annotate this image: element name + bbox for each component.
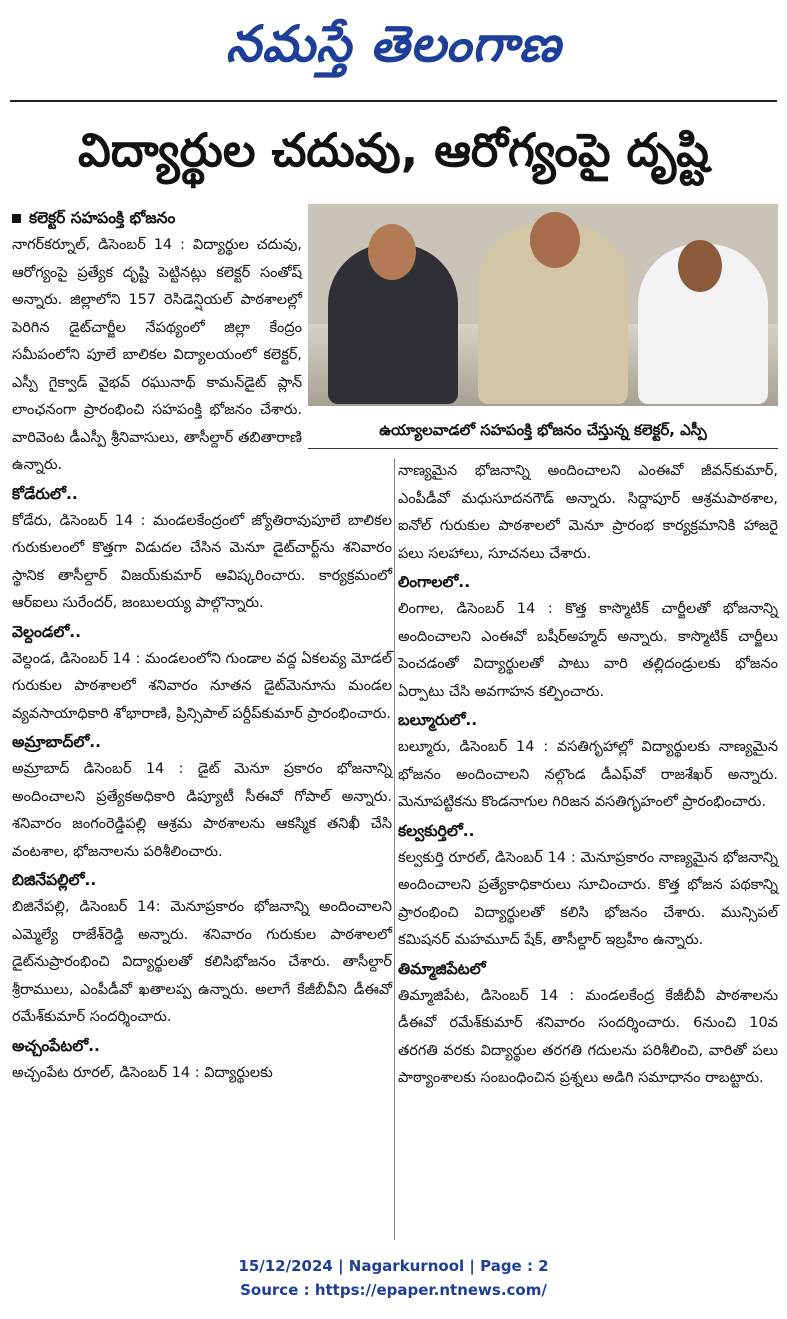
section-text: కల్వకుర్తి రూరల్, డిసెంబర్ 14 : మెనూప్రకారం నాణ్యమైన భోజనాన్ని అందించాలని ప్రత్యేకాధికారులు సూచించారు. కొత్త భోజన పథకాన్ని ప్రారంభించి విద్యార్థులతో కలిసి భోజనం చేశారు. మున్సిపల్ కమిషనర్ మహమూద్ షేక్, తాసీల్దార్ ఇబ్రహీం ఉన్నారు. — [398, 849, 778, 948]
bullet-icon — [12, 214, 21, 223]
section-heading: కోడేరులో.. — [12, 484, 78, 503]
section-text: అచ్చంపేట రూరల్, డిసెంబర్ 14 : విద్యార్థులకు — [12, 1064, 273, 1081]
section-heading: అచ్చంపేటలో.. — [12, 1036, 100, 1055]
section-text: కోడేరు, డిసెంబర్ 14 : మండలకేంద్రంలో జ్యోతిరావుపూలే బాలికల గురుకులంలో కొత్తగా విడుదల చేసిన మెనూ డైట్‌చార్ట్‌ను శనివారం స్థానిక తాసీల్దార్ విజయ్‌కుమార్ ఆవిష్కరించారు. కార్యక్రమంలో ఆర్‌ఐలు సురేందర్, జంబులయ్య పాల్గొన్నారు. — [12, 512, 392, 611]
section-heading: అమ్రాబాద్‌లో.. — [12, 733, 102, 751]
column-right — [398, 458, 778, 1093]
continued-text: నాణ్యమైన భోజనాన్ని అందించాలని ఎంఈవో జీవన్‌కుమార్, ఎంపీడీవో మధుసూదనగౌడ్ అన్నారు. సిద్దాపూర్ ఆశ్రమపాఠశాల, ఐనోల్ గురుకుల పాఠశాలలో మెనూ ప్రారంభ కార్యక్రమానికి హాజరై పలు సలహాలు, సూచనలు చేశారు. — [398, 463, 778, 562]
footer — [0, 1254, 787, 1302]
section-heading: లింగాలలో.. — [398, 573, 471, 591]
masthead-title: నమస్తే తెలంగాణ — [225, 15, 562, 73]
section-text: బల్మూరు, డిసెంబర్ 14 : వసతిగృహాల్లో విద్యార్థులకు నాణ్యమైన భోజనం అందించాలని నల్గొండ డీఎఫ్‌వో రాజశేఖర్ అన్నారు. మెనూపట్టికను కొండనాగుల గిరిజన వసతిగృహంలో ప్రారంభించారు. — [398, 739, 778, 810]
column-divider — [394, 458, 395, 1240]
section-heading: బిజినేపల్లిలో.. — [12, 871, 97, 889]
section-text: తిమ్మాజిపేట, డిసెంబర్ 14 : మండలకేంద్ర కేజీబీవీ పాఠశాలను డీఈవో రమేశ్‌కుమార్ శనివారం సందర్శించారు. 6నుంచి 10వ తరగతి వరకు విద్యార్థుల తరగతి గదులను పరిశీలించి, వారితో పలు పాఠ్యాంశాలకు సంబంధించిన ప్రశ్నలు అడిగి సమాధానం రాబట్టారు. — [398, 987, 778, 1086]
photo-caption: ఉయ్యాలవాడలో సహపంక్తి భోజనం చేస్తున్న కలెక్టర్, ఎస్పీ — [308, 412, 778, 449]
footer-source-line: Source : https://epaper.ntnews.com/ — [240, 1281, 547, 1299]
section-heading: తిమ్మాజిపేటలో — [398, 959, 486, 978]
section-text: బిజినేపల్లి, డిసెంబర్ 14: మెనూప్రకారం భోజనాన్ని అందించాలని ఎమ్మెల్యే రాజేశ్‌రెడ్డి అన్నారు. శనివారం గురుకుల పాఠశాలలో డైట్‌నుప్రారంభించి విద్యార్థులతో కలిసిభోజనం చేశారు. తాసీల్దార్ శ్రీరాములు, ఎంపీడీవో ఖతాలప్ప ఉన్నారు. అలాగే కేజీబీవీని డీఈవో రమేశ్‌కుమార్ సందర్శించారు. — [12, 899, 392, 1025]
masthead-logo — [0, 4, 787, 84]
section-text: వెల్దండ, డిసెంబర్ 14 : మండలంలోని గుండాల వద్ద ఏకలవ్య మోడల్ గురుకుల పాఠశాలలో శనివారం నూతన డైట్‌మెనూను మండల వ్యవసాయాధికారి శోభారాణి, ప్రిన్సిపాల్ పర్దీప్‌కుమార్ ప్రారంభించారు. — [12, 650, 392, 722]
section-text: లింగాల, డిసెంబర్ 14 : కొత్త కాస్మొటిక్ చార్జీలతో భోజనాన్ని అందించాలని ఎంఈవో బషీర్‌అహ్మద్ అన్నారు. కాస్మొటిక్ చార్జీలు పెంచడంతో విద్యార్థులతో పాటు వారి తల్లిదండ్రులకు భోజనం ఏర్పాటు చేసి అవగాహన కల్పించారు. — [398, 601, 778, 700]
headline: విద్యార్థుల చదువు, ఆరోగ్యంపై దృష్టి — [78, 123, 709, 177]
divider — [10, 100, 777, 102]
column-left — [12, 204, 392, 1087]
section-heading: వెల్దండలో.. — [12, 622, 82, 641]
section-heading: బల్మూరులో.. — [398, 711, 478, 729]
footer-date-line: 15/12/2024 | Nagarkurnool | Page : 2 — [238, 1257, 549, 1275]
lead-heading: కలెక్టర్ సహపంక్తి భోజనం — [12, 204, 392, 232]
section-heading: కల్వకుర్తిలో.. — [398, 821, 475, 840]
lead-text: నాగర్‌కర్నూల్, డిసెంబర్ 14 : విద్యార్థుల చదువు, ఆరోగ్యంపై ప్రత్యేక దృష్టి పెట్టినట్లు కలెక్టర్ సంతోష్ అన్నారు. జిల్లాలోని 157 రెసిడెన్షియల్ పాఠశాలల్లో పెరిగిన డైట్‌చార్జీల నేపథ్యంలో జిల్లా కేంద్రం సమీపంలోని పూలే బాలికల విద్యాలయంలో కలెక్టర్, ఎస్పీ గైక్వాడ్ వైభవ్ రఘునాథ్ కామన్‌డైట్ ప్లాన్ లాంఛనంగా ప్రారంభించి సహపంక్తి భోజనం చేశారు. వారివెంట డీఎస్పీ శ్రీనివాసులు, తాసీల్దార్ తబితారాణి ఉన్నారు. — [12, 237, 302, 473]
section-text: అమ్రాబాద్ డిసెంబర్ 14 : డైట్ మెనూ ప్రకారం భోజనాన్ని అందించాలని ప్రత్యేకఅధికారి డిప్యూటీ సీఈవో గోపాల్ అన్నారు. శనివారం జంగంరెడ్డిపల్లి ఆశ్రమ పాఠశాలను ఆకస్మిక తనిఖీ చేసి వంటశాల, భోజనాలను పరిశీలించారు. — [12, 761, 392, 860]
